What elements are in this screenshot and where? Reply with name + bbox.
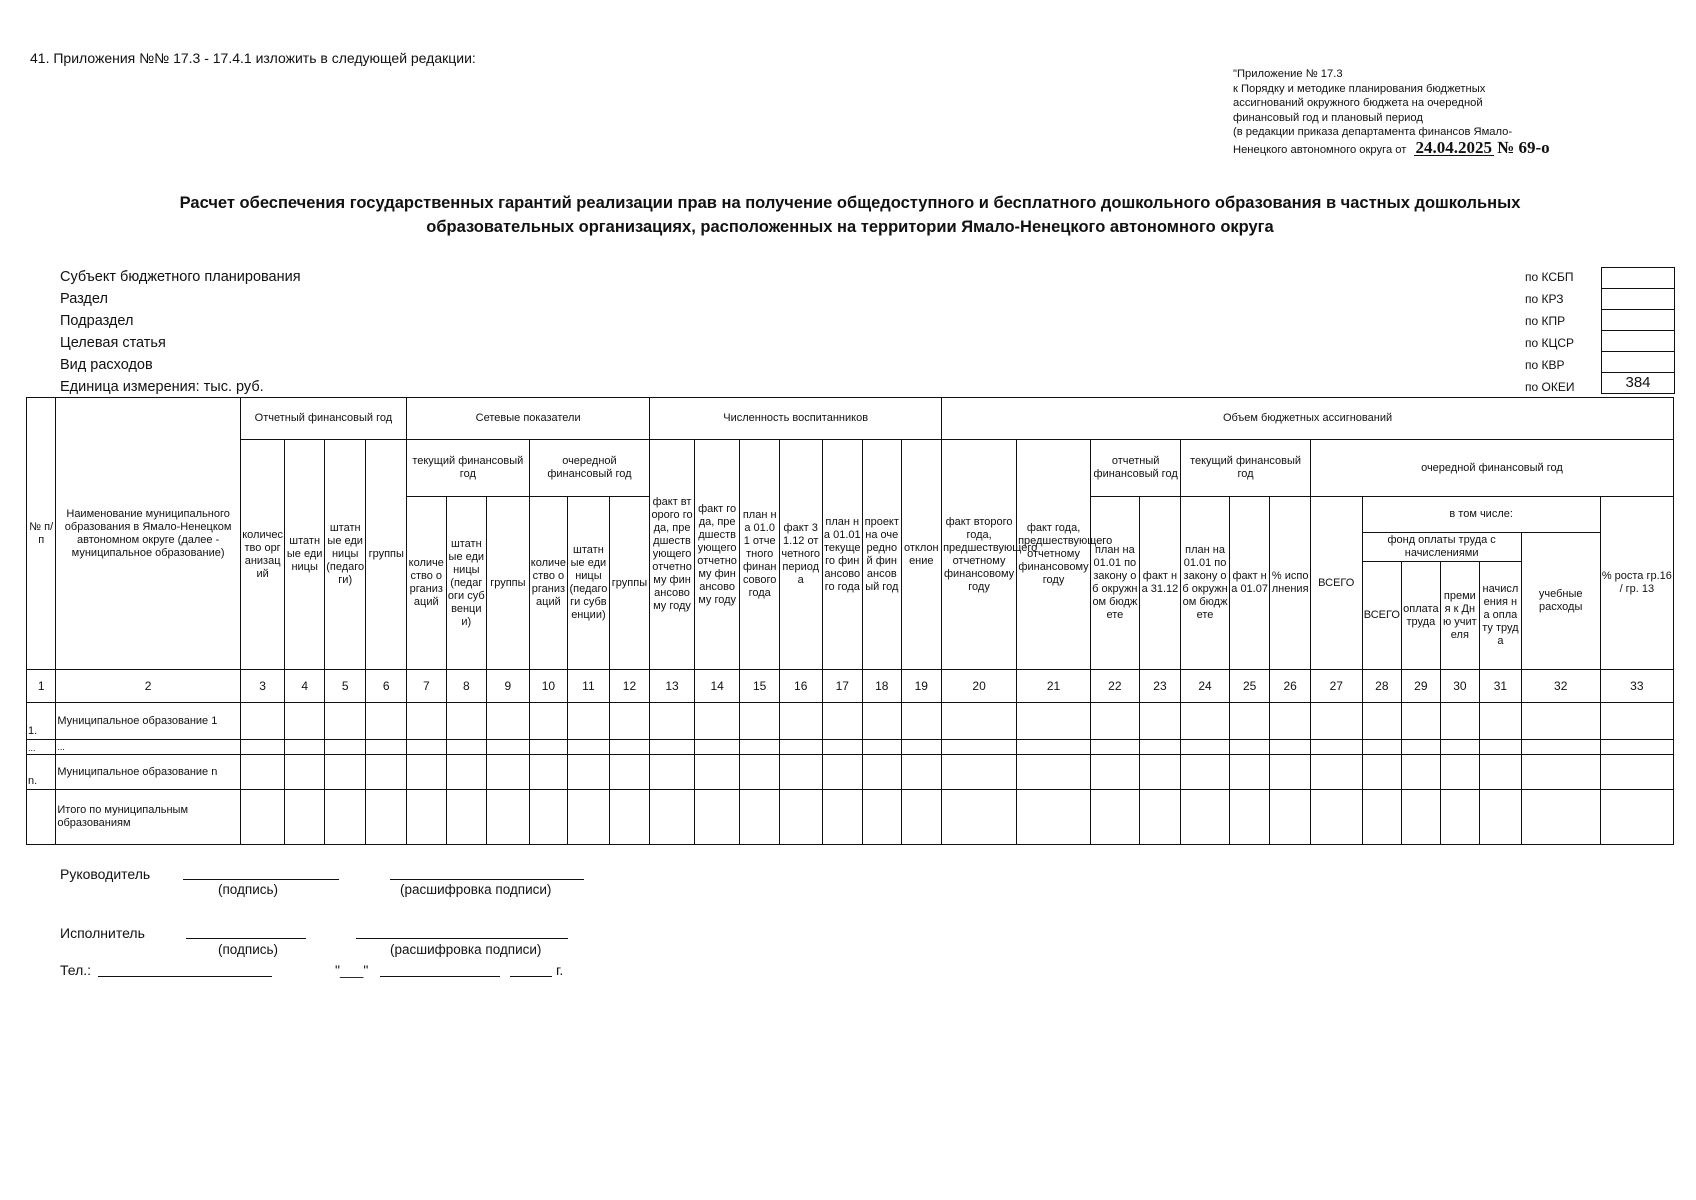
tel-line <box>98 976 272 977</box>
data-cell[interactable] <box>740 755 780 790</box>
meta-subject: Субъект бюджетного планирования <box>60 269 301 285</box>
column-number: 22 <box>1091 670 1140 703</box>
data-cell[interactable] <box>568 790 610 845</box>
col-31: начисления на оплату труда <box>1480 562 1522 670</box>
data-cell[interactable] <box>650 740 695 755</box>
data-cell[interactable] <box>487 790 530 845</box>
data-cell[interactable] <box>901 790 942 845</box>
data-cell[interactable] <box>487 755 530 790</box>
head-sign-line <box>183 879 339 880</box>
column-number: 11 <box>568 670 610 703</box>
header-rep-fin: отчетный финансовый год <box>1091 440 1181 497</box>
col-18: проект на очередной финансовый год <box>863 440 902 670</box>
col-13: факт второго года, предшествующего отчетному финансовому году <box>650 440 695 670</box>
data-cell[interactable] <box>1310 740 1362 755</box>
code-ksbp: по КСБП <box>1525 270 1574 284</box>
header-budget: Объем бюджетных ассигнований <box>942 398 1674 440</box>
col-27: ВСЕГО <box>1310 497 1362 670</box>
data-cell[interactable] <box>863 755 902 790</box>
col-5: штатные единицы (педагоги) <box>324 440 366 670</box>
data-cell[interactable] <box>822 790 863 845</box>
col-4: штатные единицы <box>285 440 325 670</box>
data-cell[interactable] <box>901 703 942 740</box>
row-number: ... <box>27 740 56 755</box>
header-incl: в том числе: <box>1362 497 1600 533</box>
data-cell[interactable] <box>1139 790 1181 845</box>
data-cell[interactable] <box>1600 740 1673 755</box>
data-cell[interactable] <box>901 740 942 755</box>
total-row <box>27 790 1674 845</box>
data-cell[interactable] <box>529 790 568 845</box>
budget-table <box>26 397 1674 845</box>
data-cell[interactable] <box>568 740 610 755</box>
data-cell[interactable] <box>822 703 863 740</box>
data-cell[interactable] <box>822 740 863 755</box>
data-cell[interactable] <box>650 703 695 740</box>
data-cell[interactable] <box>407 703 447 740</box>
code-box-kcsr <box>1601 330 1675 351</box>
data-cell[interactable] <box>1181 703 1230 740</box>
data-cell[interactable] <box>1440 755 1480 790</box>
column-number: 28 <box>1362 670 1402 703</box>
data-cell[interactable] <box>609 790 650 845</box>
code-box-krz <box>1601 288 1675 309</box>
column-number: 10 <box>529 670 568 703</box>
tel-label: Тел.: <box>60 962 92 978</box>
data-cell[interactable] <box>1229 755 1270 790</box>
exec-decode-line <box>356 938 568 939</box>
data-cell[interactable] <box>240 755 285 790</box>
column-number: 25 <box>1229 670 1270 703</box>
data-cell[interactable] <box>1229 703 1270 740</box>
header-name: Наименование муниципального образования в Ямало-Ненецком автономном округе (далее - муниципальное образование) <box>56 398 240 670</box>
header-cur-fin: текущий финансовый год <box>1181 440 1311 497</box>
appendix-line <box>1233 137 1653 158</box>
data-cell[interactable] <box>1600 755 1673 790</box>
document-title <box>40 191 1660 239</box>
data-cell[interactable] <box>240 790 285 845</box>
data-cell[interactable] <box>446 740 487 755</box>
head-label: Руководитель <box>60 866 151 882</box>
column-number: 4 <box>285 670 325 703</box>
data-cell[interactable] <box>779 790 822 845</box>
col-10: количество организаций <box>529 497 568 670</box>
data-cell[interactable] <box>1480 740 1522 755</box>
data-cell[interactable] <box>1017 755 1091 790</box>
code-box-okei: 384 <box>1601 372 1675 394</box>
data-cell[interactable] <box>324 740 366 755</box>
data-cell[interactable] <box>407 755 447 790</box>
data-cell[interactable] <box>366 790 407 845</box>
data-cell[interactable] <box>1091 740 1140 755</box>
meta-section: Раздел <box>60 291 108 307</box>
data-cell[interactable] <box>1480 755 1522 790</box>
meta-unit: Единица измерения: тыс. руб. <box>60 379 264 395</box>
appendix-line: к Порядку и методике планирования бюджетных <box>1233 82 1486 95</box>
data-cell[interactable] <box>1181 790 1230 845</box>
column-number: 2 <box>56 670 240 703</box>
data-cell[interactable] <box>863 740 902 755</box>
date-year-line <box>510 976 552 977</box>
appendix-line: финансовый год и плановый период <box>1233 111 1423 124</box>
code-krz: по КРЗ <box>1525 292 1564 306</box>
data-cell[interactable] <box>1362 755 1402 790</box>
data-cell[interactable] <box>779 703 822 740</box>
col-20: факт второго года, предшествующего отчетному финансовому году <box>942 440 1017 670</box>
col-21: факт года, предшествующего отчетному финансовому году <box>1017 440 1091 670</box>
data-cell[interactable] <box>1270 755 1311 790</box>
data-cell[interactable] <box>1521 703 1600 740</box>
data-cell[interactable] <box>1402 740 1441 755</box>
column-number: 24 <box>1181 670 1230 703</box>
data-cell[interactable] <box>694 740 740 755</box>
data-cell[interactable] <box>487 740 530 755</box>
data-cell[interactable] <box>1229 790 1270 845</box>
column-number: 1 <box>27 670 56 703</box>
col-15: план на 01.01 отчетного финансового года <box>740 440 780 670</box>
data-cell[interactable] <box>650 755 695 790</box>
data-cell[interactable] <box>1139 740 1181 755</box>
column-numbers-row <box>27 670 1674 703</box>
head-decode-line <box>390 879 584 880</box>
data-cell[interactable] <box>285 703 325 740</box>
column-number: 18 <box>863 670 902 703</box>
col-17: план на 01.01 текущего финансового года <box>822 440 863 670</box>
appendix-header <box>1233 67 1653 157</box>
column-number: 30 <box>1440 670 1480 703</box>
data-cell[interactable] <box>1270 790 1311 845</box>
data-cell[interactable] <box>740 703 780 740</box>
col-8: штатные единицы (педагоги субвенции) <box>446 497 487 670</box>
data-cell[interactable] <box>901 755 942 790</box>
title-line-1: Расчет обеспечения государственных гарантий реализации прав на получение общедоступного и бесплатного дошкольного образования в частных дошкольных <box>179 194 1521 212</box>
column-number: 29 <box>1402 670 1441 703</box>
data-cell[interactable] <box>942 740 1017 755</box>
data-cell[interactable] <box>1480 703 1522 740</box>
data-cell[interactable] <box>1521 790 1600 845</box>
data-cell[interactable] <box>285 740 325 755</box>
data-cell[interactable] <box>1440 703 1480 740</box>
data-cell[interactable] <box>1139 703 1181 740</box>
meta-block <box>60 266 301 398</box>
column-number: 27 <box>1310 670 1362 703</box>
data-cell[interactable] <box>1521 740 1600 755</box>
executor-label: Исполнитель <box>60 925 145 941</box>
data-cell[interactable] <box>609 740 650 755</box>
data-cell[interactable] <box>1017 703 1091 740</box>
header-pupils: Численность воспитанников <box>650 398 942 440</box>
column-number: 3 <box>240 670 285 703</box>
order-date: 24.04.2025 <box>1415 137 1492 157</box>
column-number: 23 <box>1139 670 1181 703</box>
data-cell[interactable] <box>863 790 902 845</box>
exec-decode-caption: (расшифровка подписи) <box>390 942 542 957</box>
row-name: Муниципальное образование 1 <box>56 703 240 740</box>
meta-subsection: Подраздел <box>60 313 134 329</box>
row-number <box>27 790 56 845</box>
data-cell[interactable] <box>366 755 407 790</box>
data-cell[interactable] <box>609 703 650 740</box>
data-cell[interactable] <box>568 703 610 740</box>
data-cell[interactable] <box>568 755 610 790</box>
column-number: 12 <box>609 670 650 703</box>
data-cell[interactable] <box>740 740 780 755</box>
data-cell[interactable] <box>609 755 650 790</box>
data-cell[interactable] <box>942 703 1017 740</box>
row-number: 1. <box>27 703 56 740</box>
data-cell[interactable] <box>1402 790 1441 845</box>
date-quote: "___" <box>335 962 369 978</box>
row-number: n. <box>27 755 56 790</box>
data-cell[interactable] <box>694 703 740 740</box>
col-16: факт 31.12 отчетного периода <box>779 440 822 670</box>
meta-expense: Вид расходов <box>60 357 153 373</box>
column-number: 21 <box>1017 670 1091 703</box>
header-no: № п/п <box>27 398 56 670</box>
row-name: ... <box>56 740 240 755</box>
code-box-ksbp <box>1601 267 1675 288</box>
table-row <box>27 740 1674 755</box>
data-cell[interactable] <box>1480 790 1522 845</box>
date-month-line <box>380 976 500 977</box>
column-number: 32 <box>1521 670 1600 703</box>
code-okei: по ОКЕИ <box>1525 380 1575 394</box>
data-cell[interactable] <box>487 703 530 740</box>
data-cell[interactable] <box>1440 790 1480 845</box>
data-cell[interactable] <box>1362 740 1402 755</box>
data-cell[interactable] <box>407 740 447 755</box>
data-cell[interactable] <box>324 755 366 790</box>
intro-text: 41. Приложения №№ 17.3 - 17.4.1 изложить в следующей редакции: <box>30 50 476 66</box>
code-labels <box>1525 266 1574 398</box>
header-next-fin: очередной финансовый год <box>1310 440 1673 497</box>
data-cell[interactable] <box>1181 740 1230 755</box>
data-cell[interactable] <box>650 790 695 845</box>
data-cell[interactable] <box>1362 703 1402 740</box>
col-32: учебные расходы <box>1521 533 1600 670</box>
data-cell[interactable] <box>1017 740 1091 755</box>
appendix-line: "Приложение № 17.3 <box>1233 68 1343 80</box>
data-cell[interactable] <box>529 740 568 755</box>
header-fot: фонд оплаты труда с начислениями <box>1362 533 1521 562</box>
data-cell[interactable] <box>240 703 285 740</box>
header-next-year: очередной финансовый год <box>529 440 650 497</box>
column-number: 15 <box>740 670 780 703</box>
data-cell[interactable] <box>529 755 568 790</box>
column-number: 19 <box>901 670 942 703</box>
data-cell[interactable] <box>446 790 487 845</box>
data-cell[interactable] <box>1440 740 1480 755</box>
col-12: группы <box>609 497 650 670</box>
data-cell[interactable] <box>285 790 325 845</box>
col-9: группы <box>487 497 530 670</box>
table-row <box>27 755 1674 790</box>
col-23: факт на 31.12 <box>1139 497 1181 670</box>
column-number: 20 <box>942 670 1017 703</box>
col-6: группы <box>366 440 407 670</box>
data-cell[interactable] <box>1402 755 1441 790</box>
table-row <box>27 703 1674 740</box>
column-number: 26 <box>1270 670 1311 703</box>
column-number: 31 <box>1480 670 1522 703</box>
data-cell[interactable] <box>1091 755 1140 790</box>
data-cell[interactable] <box>942 790 1017 845</box>
column-number: 17 <box>822 670 863 703</box>
order-number: № 69-о <box>1497 137 1550 157</box>
col-28: ВСЕГО <box>1362 562 1402 670</box>
column-number: 8 <box>446 670 487 703</box>
data-cell[interactable] <box>1270 740 1311 755</box>
data-cell[interactable] <box>407 790 447 845</box>
data-cell[interactable] <box>822 755 863 790</box>
data-cell[interactable] <box>1362 790 1402 845</box>
year-suffix: г. <box>556 962 564 978</box>
column-number: 33 <box>1600 670 1673 703</box>
appendix-line: (в редакции приказа департамента финансов Ямало- <box>1233 126 1513 138</box>
data-cell[interactable] <box>779 755 822 790</box>
col-14: факт года, предшествующего отчетному финансовому году <box>694 440 740 670</box>
meta-target: Целевая статья <box>60 335 166 351</box>
column-number: 13 <box>650 670 695 703</box>
col-22: план на 01.01 по закону об окружном бюджете <box>1091 497 1140 670</box>
data-cell[interactable] <box>1091 703 1140 740</box>
data-cell[interactable] <box>740 790 780 845</box>
code-kvr: по КВР <box>1525 358 1565 372</box>
col-30: премия к Дню учителя <box>1440 562 1480 670</box>
data-cell[interactable] <box>1139 755 1181 790</box>
header-cur-year: текущий финансовый год <box>407 440 530 497</box>
col-7: количество организаций <box>407 497 447 670</box>
data-cell[interactable] <box>529 703 568 740</box>
col-19: отклонение <box>901 440 942 670</box>
column-number: 14 <box>694 670 740 703</box>
data-cell[interactable] <box>324 790 366 845</box>
header-report-year: Отчетный финансовый год <box>240 398 406 440</box>
data-cell[interactable] <box>1600 790 1673 845</box>
data-cell[interactable] <box>779 740 822 755</box>
data-cell[interactable] <box>1017 790 1091 845</box>
data-cell[interactable] <box>1600 703 1673 740</box>
header-network: Сетевые показатели <box>407 398 650 440</box>
col-33: % роста гр.16 / гр. 13 <box>1600 497 1673 670</box>
data-cell[interactable] <box>1310 790 1362 845</box>
data-cell[interactable] <box>446 703 487 740</box>
data-cell[interactable] <box>285 755 325 790</box>
data-cell[interactable] <box>1181 755 1230 790</box>
code-kcsr: по КЦСР <box>1525 336 1575 350</box>
column-number: 16 <box>779 670 822 703</box>
col-29: оплата труда <box>1402 562 1441 670</box>
data-cell[interactable] <box>366 740 407 755</box>
data-cell[interactable] <box>1091 790 1140 845</box>
data-cell[interactable] <box>863 703 902 740</box>
head-decode-caption: (расшифровка подписи) <box>400 882 552 897</box>
exec-sign-caption: (подпись) <box>218 942 279 957</box>
data-cell[interactable] <box>240 740 285 755</box>
appendix-line: ассигнований окружного бюджета на очередной <box>1233 97 1483 109</box>
code-box-kpr <box>1601 309 1675 330</box>
head-sign-caption: (подпись) <box>218 882 279 897</box>
appendix-line-6: Ненецкого автономного округа от <box>1233 143 1407 156</box>
data-cell[interactable] <box>324 703 366 740</box>
data-cell[interactable] <box>1521 755 1600 790</box>
col-26: % исполнения <box>1270 497 1311 670</box>
data-cell[interactable] <box>1229 740 1270 755</box>
data-cell[interactable] <box>694 790 740 845</box>
data-cell[interactable] <box>366 703 407 740</box>
data-cell[interactable] <box>1310 703 1362 740</box>
col-11: штатные единицы (педагоги субвенции) <box>568 497 610 670</box>
data-cell[interactable] <box>694 755 740 790</box>
column-number: 5 <box>324 670 366 703</box>
data-cell[interactable] <box>446 755 487 790</box>
code-kpr: по КПР <box>1525 314 1566 328</box>
data-cell[interactable] <box>1310 755 1362 790</box>
code-box-kvr <box>1601 351 1675 372</box>
title-line-2: образовательных организациях, расположенных на территории Ямало-Ненецкого автономного округа <box>426 218 1274 236</box>
data-cell[interactable] <box>942 755 1017 790</box>
column-number: 6 <box>366 670 407 703</box>
data-cell[interactable] <box>1402 703 1441 740</box>
col-24: план на 01.01 по закону об окружном бюджете <box>1181 497 1230 670</box>
row-name: Муниципальное образование n <box>56 755 240 790</box>
col-3: количество организаций <box>240 440 285 670</box>
data-cell[interactable] <box>1270 703 1311 740</box>
row-name: Итого по муниципальным образованиям <box>56 790 240 845</box>
exec-sign-line <box>186 938 306 939</box>
col-25: факт на 01.07 <box>1229 497 1270 670</box>
column-number: 9 <box>487 670 530 703</box>
column-number: 7 <box>407 670 447 703</box>
